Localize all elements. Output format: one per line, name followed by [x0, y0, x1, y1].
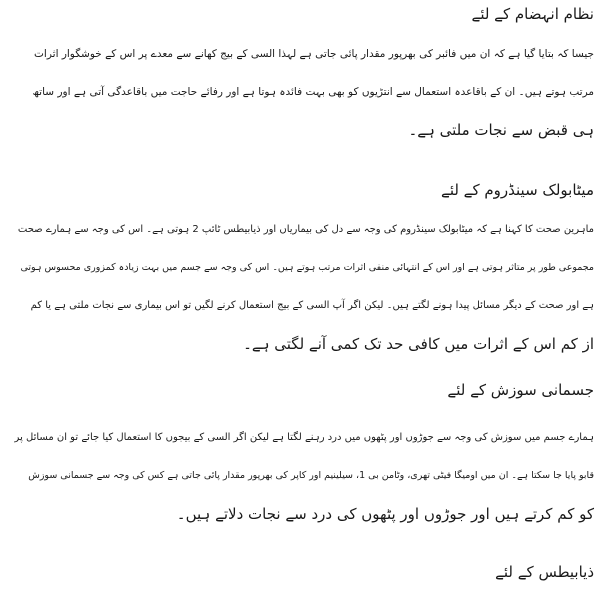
section-heading-inflammation: جسمانی سوزش کے لئے — [447, 381, 594, 399]
paragraph-line: ہی قبض سے نجات ملتی ہے۔ — [408, 121, 594, 139]
section-heading-metabolic-syndrome: میٹابولک سینڈروم کے لئے — [441, 181, 594, 199]
paragraph-line: ماہرین صحت کا کہنا ہے کہ میٹابولک سینڈروم کی وجہ سے دل کی بیماریاں اور ذیابیطس ٹائپ 2 ہوتی ہے۔ اس کی وجہ سے ہمارے صحت — [17, 224, 594, 235]
paragraph-inflammation — [9, 428, 594, 542]
paragraph-line: مرتب ہوتے ہیں۔ ان کے باقاعدہ استعمال سے انتڑیوں کو بھی بہت فائدہ ہوتا ہے اور رفائے حاجت میں باقاعدگی آتی ہے اور ساتھ — [32, 86, 594, 98]
section-heading-digestion: نظام انہضام کے لئے — [471, 5, 594, 23]
section-heading-diabetes: ذیابیطس کے لئے — [495, 563, 594, 581]
paragraph-metabolic-syndrome — [9, 220, 594, 372]
paragraph-digestion — [9, 44, 594, 158]
paragraph-line: قابو پایا جا سکتا ہے۔ ان میں اومیگا فیٹی تھری، وٹامن بی 1، سیلینیم اور کاپر کی بھرپور مقدار پائی جاتی ہے کس کی وجہ سے جسمانی سوزش — [28, 470, 594, 481]
paragraph-line: از کم اس کے اثرات میں کافی حد تک کمی آنے لگتی ہے۔ — [243, 335, 594, 353]
paragraph-line: کو کم کرتے ہیں اور جوڑوں اور پٹھوں کی درد سے نجات دلاتے ہیں۔ — [176, 505, 594, 523]
paragraph-line: جیسا کہ بتایا گیا ہے کہ ان میں فائبر کی بھرپور مقدار پائی جاتی ہے لہذا السی کے بیج کھانے سے معدے پر اس کے خوشگوار اثرات — [34, 48, 594, 60]
paragraph-line: ہمارے جسم میں سوزش کی وجہ سے جوڑوں اور پٹھوں میں درد رہنے لگتا ہے لیکن اگر السی کے بیجوں کا استعمال کیا جائے تو ان مسائل پر — [14, 432, 594, 443]
paragraph-line: مجموعی طور پر متاثر ہوتی ہے اور اس کے انتہائی منفی اثرات مرتب ہوتے ہیں۔ اس کی وجہ سے جسم میں بہت زیادہ کمزوری محسوس ہوتی — [20, 262, 594, 273]
paragraph-line: ہے اور صحت کے دیگر مسائل پیدا ہونے لگتے ہیں۔ لیکن اگر آپ السی کے بیج استعمال کرنے لگیں تو اس بیماری سے نجات ملتی ہے یا کم — [30, 300, 594, 311]
